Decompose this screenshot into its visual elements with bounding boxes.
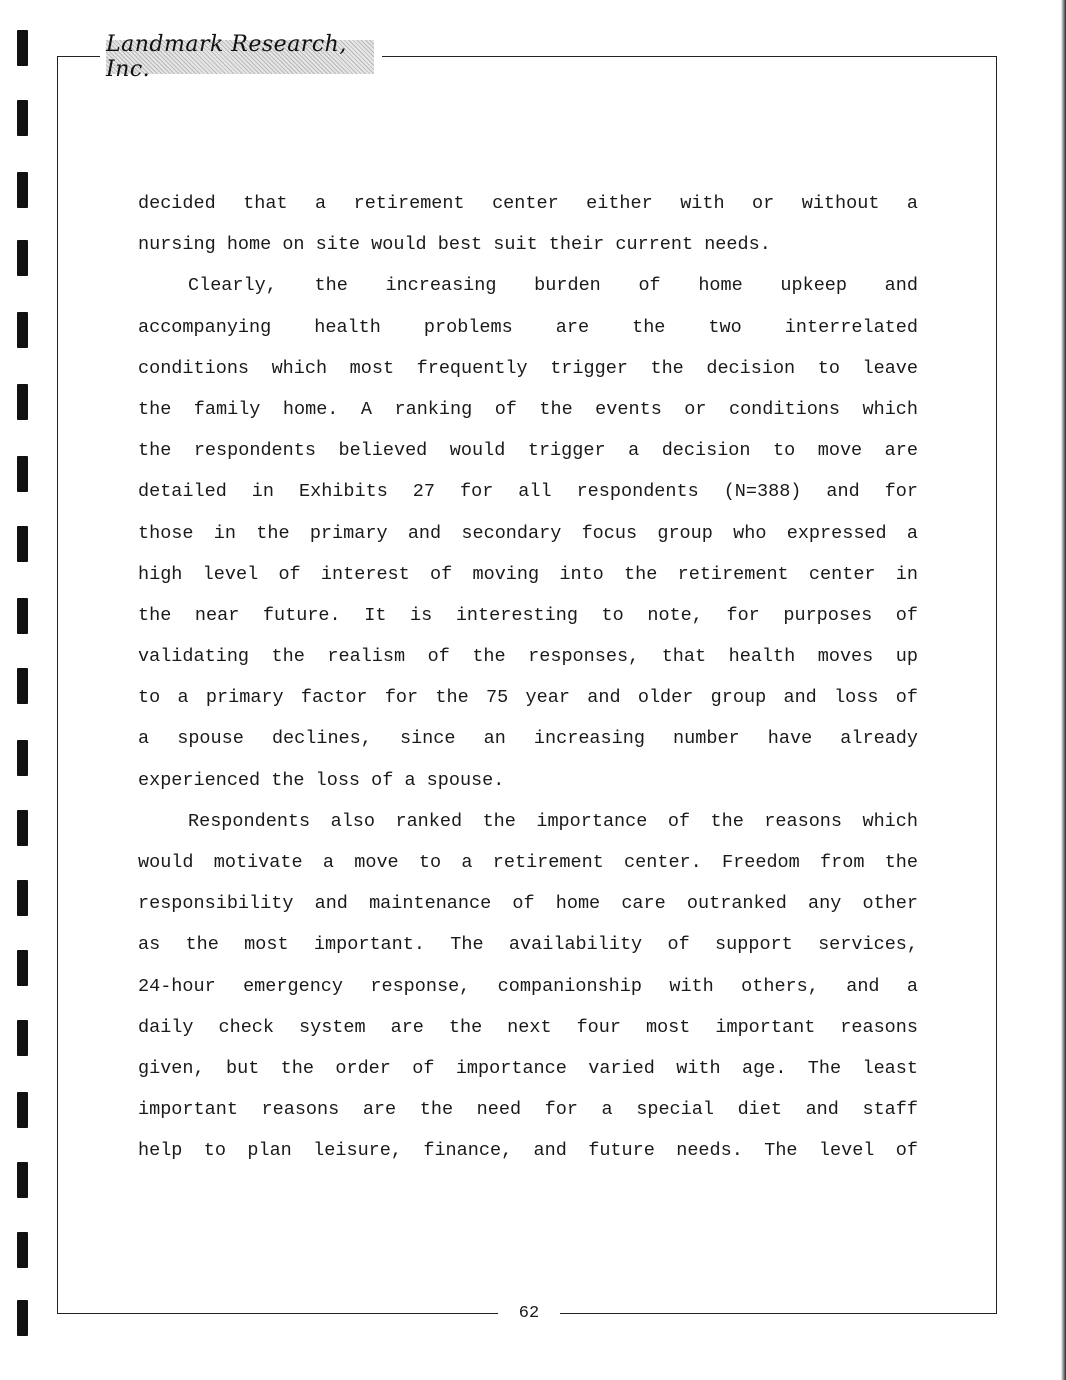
page-edge-shadow <box>1061 0 1066 1380</box>
body-line: accompanying health problems are the two interrelated <box>138 316 918 338</box>
binding-hole <box>17 1092 28 1128</box>
body-line: the family home. A ranking of the events or conditions which <box>138 398 918 420</box>
body-line: detailed in Exhibits 27 for all respondents (N=388) and for <box>138 481 918 503</box>
binding-hole <box>17 526 28 562</box>
binding-hole <box>17 172 28 208</box>
body-text <box>138 183 918 1172</box>
body-line: conditions which most frequently trigger the decision to leave <box>138 357 918 379</box>
body-line: a spouse declines, since an increasing number have already <box>138 728 918 750</box>
binding-hole <box>17 950 28 986</box>
binding-hole <box>17 598 28 634</box>
body-line: important reasons are the need for a special diet and staff <box>138 1099 918 1121</box>
binding-hole <box>17 384 28 420</box>
body-line: responsibility and maintenance of home care outranked any other <box>138 893 918 915</box>
binding-hole <box>17 1232 28 1268</box>
binding-hole <box>17 1162 28 1198</box>
page-number: 62 <box>518 1303 540 1323</box>
body-line: the near future. It is interesting to note, for purposes of <box>138 604 918 626</box>
binding-hole <box>17 456 28 492</box>
logo-text: Landmark Research, Inc. <box>106 32 347 82</box>
binding-strip <box>0 0 40 1380</box>
company-logo <box>106 32 374 82</box>
binding-hole <box>17 1020 28 1056</box>
body-line: Clearly, the increasing burden of home upkeep and <box>188 275 918 297</box>
body-line: experienced the loss of a spouse. <box>138 769 505 791</box>
body-line: as the most important. The availability of support services, <box>138 934 918 956</box>
body-line: 24-hour emergency response, companionship with others, and a <box>138 975 918 997</box>
binding-hole <box>17 1300 28 1336</box>
body-line: to a primary factor for the 75 year and older group and loss of <box>138 687 918 709</box>
body-line: the respondents believed would trigger a decision to move are <box>138 440 918 462</box>
binding-hole <box>17 880 28 916</box>
page-footer <box>498 1298 560 1328</box>
binding-hole <box>17 740 28 776</box>
body-line: would motivate a move to a retirement center. Freedom from the <box>138 852 918 873</box>
binding-hole <box>17 100 28 136</box>
body-line: high level of interest of moving into the retirement center in <box>138 563 918 585</box>
binding-hole <box>17 240 28 276</box>
binding-hole <box>17 810 28 846</box>
body-line: Respondents also ranked the importance of the reasons which <box>188 810 918 832</box>
body-line: nursing home on site would best suit their current needs. <box>138 234 771 256</box>
body-line: validating the realism of the responses, that health moves up <box>138 646 918 668</box>
body-line: given, but the order of importance varied with age. The least <box>138 1057 918 1079</box>
binding-hole <box>17 668 28 704</box>
body-line: help to plan leisure, finance, and future needs. The level of <box>138 1140 918 1162</box>
body-line: those in the primary and secondary focus group who expressed a <box>138 522 918 544</box>
body-line: daily check system are the next four most important reasons <box>138 1016 918 1038</box>
binding-hole <box>17 30 28 66</box>
binding-hole <box>17 312 28 348</box>
body-line: decided that a retirement center either with or without a <box>138 193 918 214</box>
